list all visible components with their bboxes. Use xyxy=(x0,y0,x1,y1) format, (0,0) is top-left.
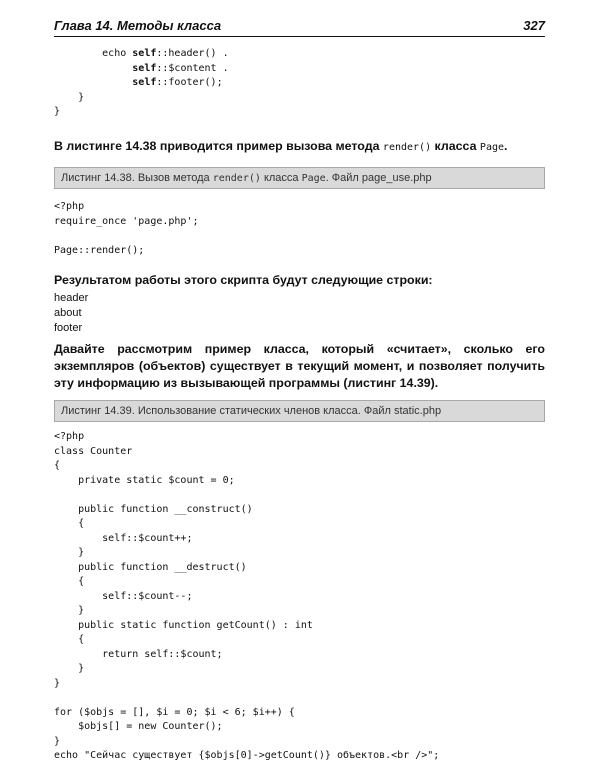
listing-caption-14-39: Листинг 14.39. Использование статических членов класса. Файл static.php xyxy=(54,400,545,422)
code-line: } xyxy=(54,106,61,117)
code-line: { xyxy=(54,518,85,529)
code-listing-14-38 xyxy=(54,200,199,258)
listing-caption-14-38: Листинг 14.38. Вызов метода render() класса Page. Файл page_use.php xyxy=(54,167,545,189)
code-line: self::footer(); xyxy=(132,77,223,88)
code-line: Page::render(); xyxy=(54,244,145,256)
output-line: footer xyxy=(54,322,83,334)
code-line xyxy=(54,488,439,503)
code-line: self::$count--; xyxy=(54,590,193,602)
code-line: self::$content . xyxy=(132,62,229,74)
page-number: 327 xyxy=(523,18,545,33)
code-line: echo self::header() . xyxy=(54,48,229,59)
output-lines xyxy=(54,291,88,336)
code-line: { xyxy=(54,634,85,645)
code-line: <?php xyxy=(54,431,85,442)
code-line: for ($objs = [], $i = 0; $i < 6; $i++) { xyxy=(54,706,295,718)
code-line: } xyxy=(54,663,85,674)
code-keyword: self xyxy=(132,62,157,74)
code-line: } xyxy=(54,677,61,689)
code-line: } xyxy=(54,605,85,616)
code-line: public function __destruct() xyxy=(54,561,247,573)
page-header xyxy=(54,14,545,37)
code-line: echo "Сейчас существует {$objs[0]->getCount()} объектов.<br />"; xyxy=(54,750,440,761)
code-block-top xyxy=(54,47,229,120)
code-line: require_once 'page.php'; xyxy=(54,215,199,227)
code-line: $objs[] = new Counter(); xyxy=(54,721,223,732)
code-line: <?php xyxy=(54,201,85,212)
code-keyword: self xyxy=(132,77,157,88)
code-line xyxy=(54,229,199,244)
code-line: } xyxy=(54,547,85,558)
code-line: } xyxy=(54,735,61,747)
code-line: } xyxy=(54,91,85,103)
code-line: { xyxy=(54,576,85,587)
code-line: class Counter xyxy=(54,445,133,457)
code-line xyxy=(54,691,439,706)
chapter-title: Глава 14. Методы класса xyxy=(54,18,222,33)
code-line: public static function getCount() : int xyxy=(54,619,313,631)
code-line: self::$count++; xyxy=(54,532,193,544)
paragraph-counter-intro: Давайте рассмотрим пример класса, который «считает», сколько его экземпляров (объектов) существует в текущий момент, и позволяет получить эту информацию из вызывающей программы (листинг 14.39). xyxy=(54,342,545,390)
code-line: public function __construct() xyxy=(54,503,253,515)
output-line: header xyxy=(54,292,89,304)
output-line: about xyxy=(54,307,82,319)
paragraph-intro-38: В листинге 14.38 приводится пример вызова метода render() класса Page. xyxy=(54,139,508,153)
paragraph-result: Результатом работы этого скрипта будут следующие строки: xyxy=(54,273,433,287)
code-line: return self::$count; xyxy=(54,648,223,660)
code-listing-14-39 xyxy=(54,430,439,764)
code-line: { xyxy=(54,460,61,471)
code-keyword: self xyxy=(132,48,157,59)
code-line: private static $count = 0; xyxy=(54,474,235,486)
